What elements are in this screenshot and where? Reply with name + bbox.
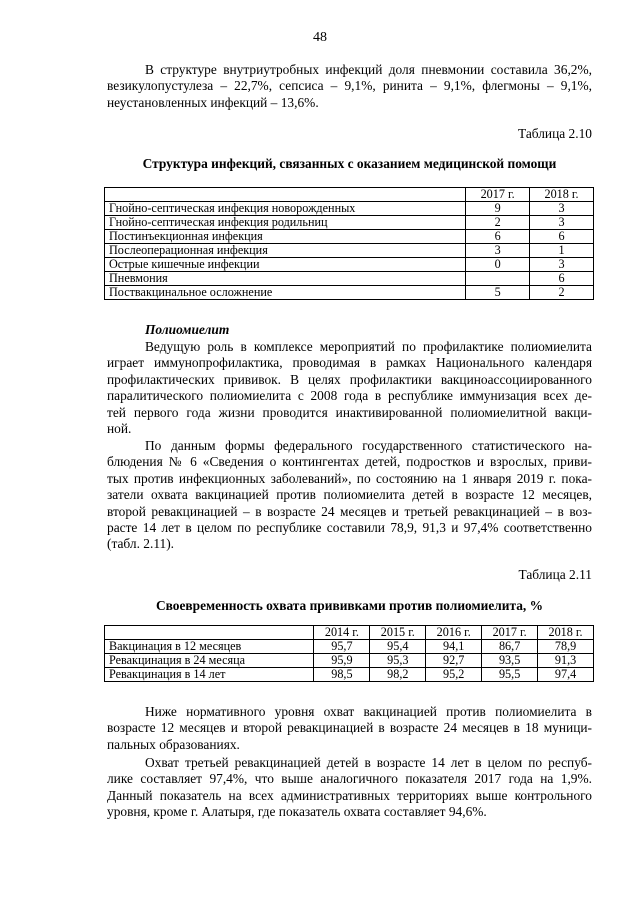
intro-paragraph [107, 62, 592, 111]
table2-title: Своевременность охвата прививками против полиомиелита, % [155, 598, 544, 613]
closing-paragraph-1 [107, 704, 592, 753]
text-line: лике составляет 97,4%, что выше аналогичного показателя 2017 года на 1,9%. [107, 771, 592, 787]
value-cell: 3 [530, 216, 594, 230]
table-row [105, 216, 594, 230]
text-line: Ниже нормативного уровня охват вакцинацией против полиомиелита в [145, 704, 592, 719]
row-label-cell: Гнойно-септическая инфекция новорожденных [105, 202, 466, 216]
column-header: 2017 г. [466, 188, 530, 202]
table-row [105, 272, 594, 286]
row-label-cell: Послеоперационная инфекция [105, 244, 466, 258]
polio-coverage-table [104, 625, 594, 682]
page-number: 48 [313, 30, 327, 45]
value-cell: 6 [530, 272, 594, 286]
text-line: уровня, кроме г. Алатыря, где показатель охвата составляет 94,6%. [107, 804, 487, 820]
value-cell: 94,1 [426, 640, 482, 654]
row-label-cell: Пневмония [105, 272, 466, 286]
text-line: затели охвата вакцинацией против полиомиелита детей в возрасте 12 месяцев, [107, 487, 592, 503]
table-row [105, 202, 594, 216]
value-cell: 3 [530, 258, 594, 272]
value-cell: 6 [466, 230, 530, 244]
value-cell: 5 [466, 286, 530, 300]
column-header: 2014 г. [314, 626, 370, 640]
intro-line: неустановленных инфекций – 13,6%. [107, 94, 319, 110]
text-line: Охват третьей ревакцинацией детей в возрасте 14 лет в целом по респуб- [145, 755, 592, 770]
value-cell [466, 272, 530, 286]
text-line: блюдения № 6 «Сведения о контингентах детей, подростков и взрослых, приви- [107, 454, 592, 470]
value-cell: 6 [530, 230, 594, 244]
table-row [105, 654, 594, 668]
value-cell: 95,5 [482, 668, 538, 682]
value-cell: 95,7 [314, 640, 370, 654]
table-row [105, 286, 594, 300]
text-line: Ведущую роль в комплексе мероприятий по профилактике полиомиелита [145, 339, 592, 354]
closing-paragraph-2 [107, 755, 592, 821]
row-label-cell: Вакцинация в 12 месяцев [105, 640, 314, 654]
column-header: 2018 г. [538, 626, 594, 640]
table-header-row [105, 188, 594, 202]
value-cell: 95,4 [370, 640, 426, 654]
table-row [105, 230, 594, 244]
polio-paragraph-2 [107, 438, 592, 553]
text-line: По данным формы федерального государственного статистического на- [145, 438, 592, 453]
value-cell: 78,9 [538, 640, 594, 654]
text-line: пальных образованиях. [107, 736, 240, 752]
value-cell: 1 [530, 244, 594, 258]
row-label-cell: Острые кишечные инфекции [105, 258, 466, 272]
value-cell: 98,2 [370, 668, 426, 682]
row-label-cell: Поствакцинальное осложнение [105, 286, 466, 300]
value-cell: 95,2 [426, 668, 482, 682]
column-header: 2016 г. [426, 626, 482, 640]
infection-table [104, 187, 594, 300]
table-row [105, 668, 594, 682]
column-header [105, 188, 466, 202]
value-cell: 95,9 [314, 654, 370, 668]
text-line: второй ревакцинацией – в возрасте 24 месяцев и третьей ревакцинацией – в воз- [107, 503, 592, 519]
value-cell: 95,3 [370, 654, 426, 668]
value-cell: 0 [466, 258, 530, 272]
value-cell: 93,5 [482, 654, 538, 668]
section-heading-polio: Полиомиелит [145, 322, 230, 337]
table-row [105, 244, 594, 258]
column-header: 2018 г. [530, 188, 594, 202]
row-label-cell: Ревакцинация в 14 лет [105, 668, 314, 682]
text-line: (табл. 2.11). [107, 536, 175, 552]
intro-line: везикулопустулеза – 22,7%, сепсиса – 9,1%, ринита – 9,1%, флегмоны – 9,1%, [107, 78, 592, 94]
value-cell: 9 [466, 202, 530, 216]
value-cell: 91,3 [538, 654, 594, 668]
column-header: 2015 г. [370, 626, 426, 640]
value-cell: 3 [466, 244, 530, 258]
text-line: ной. [107, 421, 132, 437]
value-cell: 97,4 [538, 668, 594, 682]
text-line: расте 14 лет в целом по республике составили 78,9, 91,3 и 97,4% соответственно [107, 520, 592, 536]
value-cell: 3 [530, 202, 594, 216]
value-cell: 98,5 [314, 668, 370, 682]
value-cell: 86,7 [482, 640, 538, 654]
text-line: Данный показатель на всех административных территориях выше контрольного [107, 787, 592, 803]
polio-paragraph-1 [107, 339, 592, 437]
text-line: играет иммунопрофилактика, проводимая в рамках Национального календаря [107, 355, 592, 371]
row-label-cell: Ревакцинация в 24 месяца [105, 654, 314, 668]
column-header [105, 626, 314, 640]
column-header: 2017 г. [482, 626, 538, 640]
value-cell: 2 [466, 216, 530, 230]
text-line: возрасте 12 месяцев и второй ревакцинацией в возрасте 24 месяцев в 18 муници- [107, 720, 592, 736]
table-header-row [105, 626, 594, 640]
table1-title: Структура инфекций, связанных с оказанием медицинской помощи [142, 156, 557, 171]
text-line: паралитического полиомиелита с 2008 года в республике иммунизация всех де- [107, 388, 592, 404]
table1-label: Таблица 2.10 [517, 126, 592, 141]
row-label-cell: Гнойно-септическая инфекция родильниц [105, 216, 466, 230]
text-line: профилактических прививок. В целях профилактики вакциноассоциированного [107, 371, 592, 387]
text-line: тей первого года жизни проводится инактивированной полиомиелитной вакци- [107, 404, 592, 420]
value-cell: 2 [530, 286, 594, 300]
intro-line: В структуре внутриутробных инфекций доля пневмонии составила 36,2%, [145, 62, 592, 77]
text-line: тых против инфекционных заболеваний», по состоянию на 1 января 2019 г. пока- [107, 470, 592, 486]
table-row [105, 640, 594, 654]
value-cell: 92,7 [426, 654, 482, 668]
table2-label: Таблица 2.11 [518, 567, 592, 582]
table-row [105, 258, 594, 272]
row-label-cell: Постинъекционная инфекция [105, 230, 466, 244]
